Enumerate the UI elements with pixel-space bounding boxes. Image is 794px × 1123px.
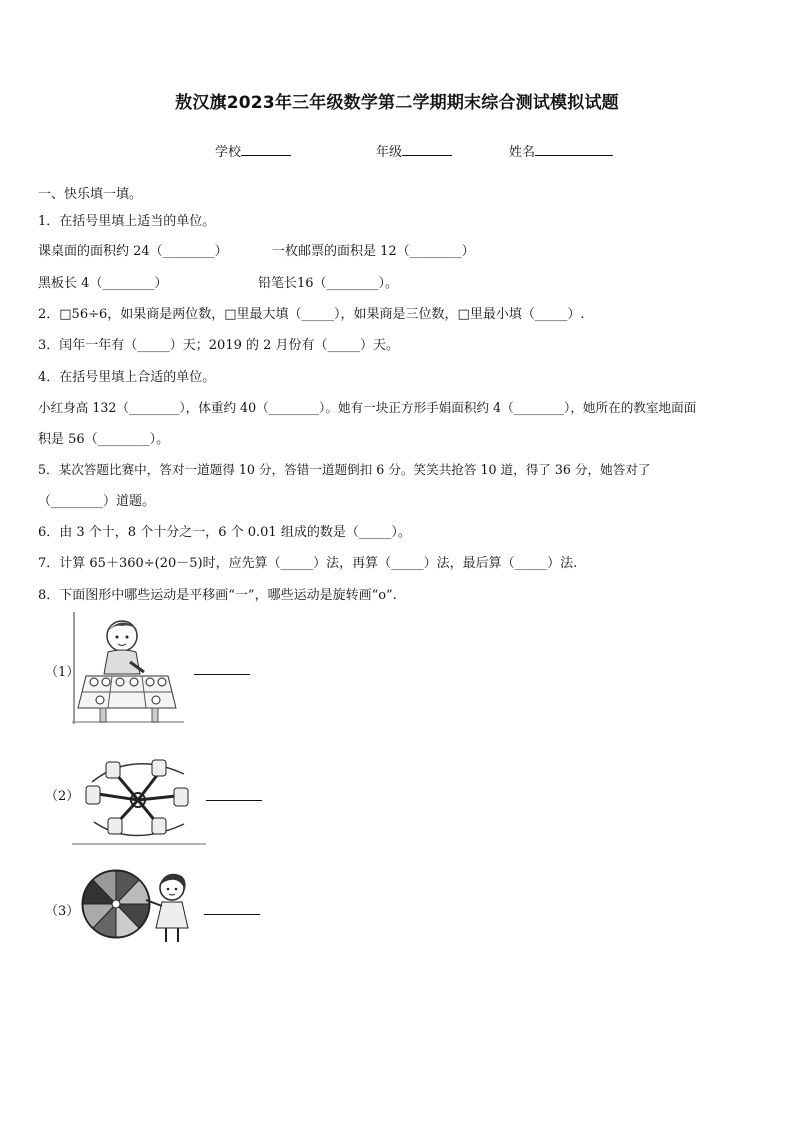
question-4-stem: 4．在括号里填上合适的单位。 [38,370,216,385]
question-8-stem: 8．下面图形中哪些运动是平移画“一”，哪些运动是旋转画“o”. [38,588,397,603]
figure-2-label: （2） [45,789,80,804]
name-label: 姓名 [509,145,536,160]
question-1-c: 黑板长 4（________） [38,276,168,291]
boy-playing-chess-figure [72,612,184,724]
question-7: 7．计算 65＋360÷(20－5)时，应先算（_____）法，再算（_____）法，最后算（_____）法. [38,556,578,571]
question-4-line1: 小红身高 132（________），体重约 40（________）。她有一块正方形手娟面积约 4（________），她所在的教室地面面 [38,400,697,415]
name-blank[interactable] [535,142,613,156]
question-5-line2: （________）道题。 [38,494,156,509]
question-2: 2．□56÷6，如果商是两位数，□里最大填（_____），如果商是三位数，□里最小填（_____）. [38,307,585,322]
school-label: 学校 [215,145,242,160]
question-1-b: 一枚邮票的面积是 12（________） [272,244,475,259]
school-blank[interactable] [241,142,291,156]
grade-blank[interactable] [402,142,452,156]
girl-with-spinning-wheel-figure [80,866,198,946]
figure-3-label: （3） [45,904,80,919]
page-title: 敖汉旗2023年三年级数学第二学期期末综合测试模拟试题 [175,93,619,113]
grade-label: 年级 [376,145,403,160]
spinning-ride-figure [72,752,206,846]
grade-field [376,141,452,160]
figure-2-answer[interactable] [206,800,262,801]
name-field [509,141,613,160]
question-1-a: 课桌面的面积约 24（________） [38,244,228,259]
figure-1-label: （1） [45,665,80,680]
question-3: 3．闰年一年有（_____）天；2019 的 2 月份有（_____）天。 [38,338,400,353]
figure-1-answer[interactable] [194,674,250,675]
question-1-d: 铅笔长16（________）。 [258,276,399,291]
section-heading: 一、快乐填一填。 [38,187,143,202]
question-1-stem: 1．在括号里填上适当的单位。 [38,214,216,229]
question-5-line1: 5．某次答题比赛中，答对一道题得 10 分，答错一道题倒扣 6 分。笑笑共抢答 10 道，得了 36 分，她答对了 [38,462,651,477]
question-6: 6．由 3 个十，8 个十分之一，6 个 0.01 组成的数是（_____）。 [38,525,411,540]
figure-3-answer[interactable] [204,914,260,915]
school-field [215,141,291,160]
question-4-line2: 积是 56（________）。 [38,432,170,447]
